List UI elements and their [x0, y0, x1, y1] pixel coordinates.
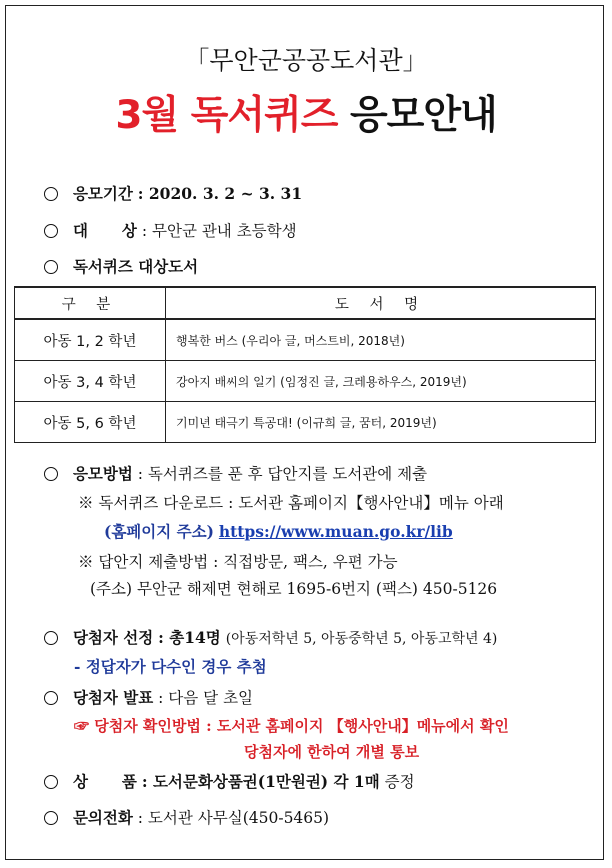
circle-bullet-icon [44, 467, 58, 481]
announce-label: 당첨자 발표 [72, 688, 154, 707]
circle-bullet-icon [44, 187, 58, 201]
grade-cell: 아동 3, 4 학년 [15, 361, 166, 402]
target-label-1: 대 [72, 221, 88, 240]
title-black: 응모안내 [349, 93, 497, 138]
contact-value: : 도서관 사무실(450-5465) [137, 809, 330, 827]
books-label: 독서퀴즈 대상도서 [72, 257, 199, 276]
circle-bullet-icon [44, 224, 58, 238]
circle-bullet-icon [44, 631, 58, 645]
grade-cell: 아동 1, 2 학년 [15, 319, 166, 361]
title-red: 3월 독서퀴즈 [115, 93, 338, 138]
announce-note-1: ☞ 당첨자 확인방법 : 도서관 홈페이지 【행사안내】메뉴에서 확인 [74, 717, 509, 735]
method-value: : 독서퀴즈를 푼 후 답안지를 도서관에 제출 [137, 465, 428, 483]
grade-cell: 아동 5, 6 학년 [15, 402, 166, 443]
winners-breakdown: (아동저학년 5, 아동중학년 5, 아동고학년 4) [225, 631, 498, 647]
homepage-link[interactable]: https://www.muan.go.kr/lib [218, 522, 453, 541]
circle-bullet-icon [44, 260, 58, 274]
book-table [14, 286, 596, 443]
table-header-grade: 구 분 [15, 287, 166, 319]
circle-bullet-icon [44, 811, 58, 825]
book-cell: 기미년 태극기 특공대! (이규희 글, 꿈터, 2019년) [166, 402, 596, 443]
target-value: : 무안군 관내 초등학생 [141, 222, 297, 240]
download-note: ※ 독서퀴즈 다운로드 : 도서관 홈페이지【행사안내】메뉴 아래 [78, 494, 504, 512]
table-row [15, 361, 596, 402]
period-line [44, 182, 302, 204]
table-row [15, 319, 596, 361]
address-line: (주소) 무안군 해제면 현해로 1695-6번지 (팩스) 450-5126 [90, 580, 498, 598]
period-value: : 2020. 3. 2 ~ 3. 31 [137, 184, 303, 203]
contact-label: 문의전화 [72, 808, 133, 827]
prize-label-1: 상 [72, 772, 88, 791]
winners-note: - 정답자가 다수인 경우 추첨 [74, 657, 267, 676]
circle-bullet-icon [44, 691, 58, 705]
library-name: 「무안군공공도서관」 [184, 46, 428, 75]
prize-value: : 도서문화상품권(1만원권) 각 1매 [141, 772, 380, 791]
page-title [0, 84, 612, 140]
submit-note: ※ 답안지 제출방법 : 직접방문, 팩스, 우편 가능 [78, 553, 398, 571]
books-line [44, 255, 198, 277]
book-cell: 행복한 버스 (우리아 글, 머스트비, 2018년) [166, 319, 596, 361]
winners-count: : 총14명 [158, 628, 221, 647]
homepage-line [104, 520, 453, 542]
target-line [44, 219, 297, 241]
announce-value: : 다음 달 초일 [158, 689, 254, 707]
prize-line [44, 770, 415, 792]
table-row [15, 402, 596, 443]
book-cell: 강아지 배씨의 일기 (임정진 글, 크레용하우스, 2019년) [166, 361, 596, 402]
announce-note-2: 당첨자에 한하여 개별 통보 [244, 743, 420, 761]
announce-line [44, 686, 253, 708]
target-label-2: 상 [121, 221, 137, 240]
contact-line [44, 806, 329, 828]
table-header-row [15, 287, 596, 319]
winners-line [44, 626, 497, 648]
method-label: 응모방법 [72, 464, 133, 483]
method-line [44, 462, 427, 484]
homepage-label: (홈페이지 주소) [104, 522, 214, 541]
winners-label: 당첨자 선정 [72, 628, 154, 647]
table-header-book: 도 서 명 [166, 287, 596, 319]
prize-value-rest: 증정 [384, 773, 415, 791]
prize-label-2: 품 [121, 772, 137, 791]
period-label: 응모기간 [72, 184, 133, 203]
circle-bullet-icon [44, 775, 58, 789]
